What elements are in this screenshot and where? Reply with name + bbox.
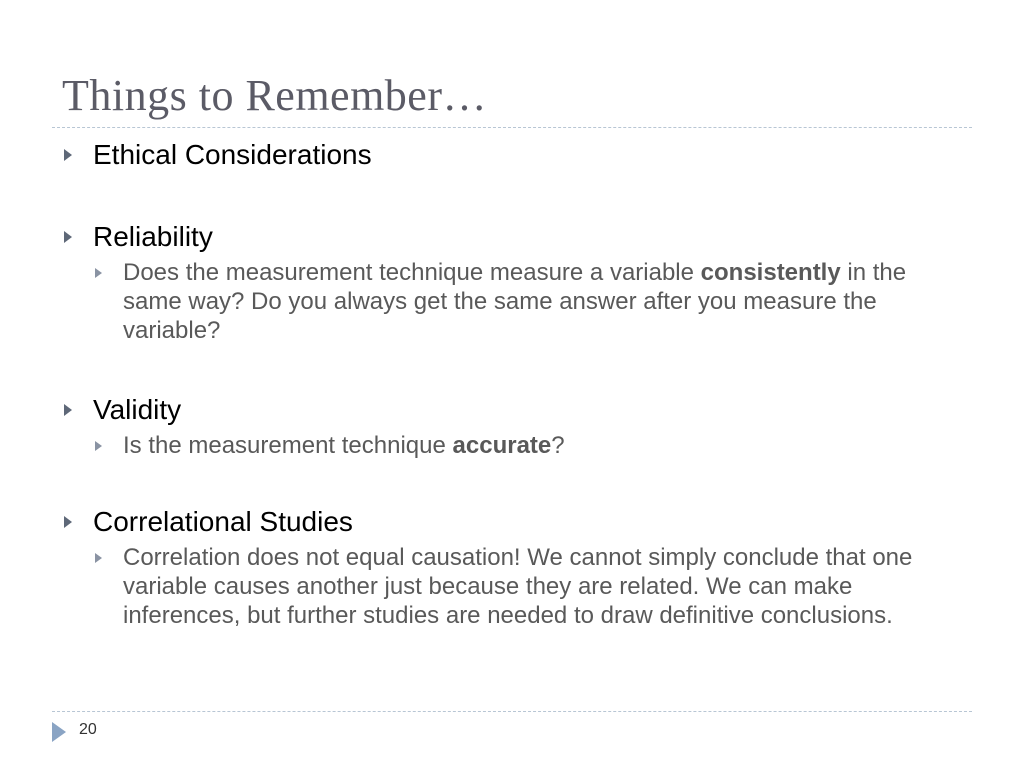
slide-title: Things to Remember… [62, 71, 487, 120]
bullet-heading: Validity [93, 394, 182, 425]
sub-bullet-text: Is the measurement technique [123, 432, 453, 459]
sub-bullet-validity [93, 431, 953, 460]
title-divider [52, 127, 972, 128]
bullet-arrow-icon [64, 231, 72, 243]
bullet-item-reliability [62, 220, 962, 254]
sub-bullet-correlational [93, 543, 953, 630]
bullet-arrow-icon [64, 516, 72, 528]
page-number: 20 [79, 721, 97, 738]
sub-bullet-arrow-icon [95, 268, 102, 278]
bullet-arrow-icon [64, 404, 72, 416]
bullet-arrow-icon [64, 149, 72, 161]
bullet-heading: Reliability [93, 221, 213, 252]
bullet-list [62, 138, 962, 630]
sub-bullet-emphasis: consistently [700, 259, 841, 286]
sub-bullet-text: Correlation does not equal causation! We cannot simply conclude that one variable causes another just because they are related. We can make inferences, but further studies are needed to draw definitive conclusions. [123, 544, 913, 629]
sub-bullet-reliability [93, 258, 953, 345]
bullet-heading: Ethical Considerations [93, 139, 372, 170]
sub-bullet-arrow-icon [95, 553, 102, 563]
footer-triangle-icon [52, 722, 66, 742]
footer-divider [52, 711, 972, 712]
sub-bullet-emphasis: accurate [452, 432, 552, 459]
sub-bullet-text: Does the measurement technique measure a variable [123, 259, 701, 286]
bullet-item-correlational-studies [62, 505, 962, 539]
sub-bullet-text: in the same way? Do you always get the same answer after you measure the variable? [123, 259, 907, 344]
sub-bullet-arrow-icon [95, 441, 102, 451]
bullet-heading: Correlational Studies [93, 506, 353, 537]
sub-bullet-text: ? [551, 432, 565, 459]
bullet-item-validity [62, 393, 962, 427]
bullet-item-ethical-considerations [62, 138, 962, 172]
